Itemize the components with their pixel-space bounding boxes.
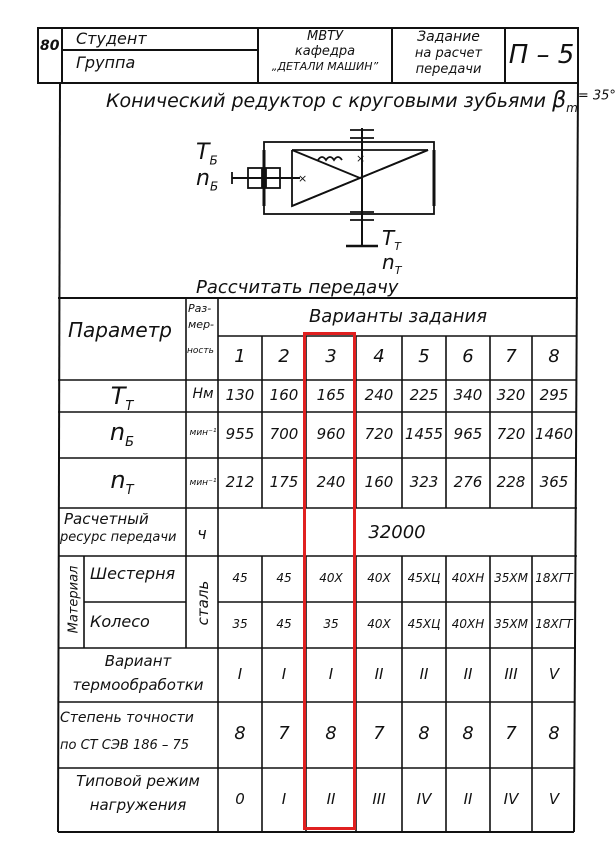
cell-nb-5: 1455 bbox=[404, 425, 444, 444]
task-line-1: Задание bbox=[417, 29, 480, 45]
dim-header-1: Раз- bbox=[188, 302, 212, 315]
unit-nb: мин⁻¹ bbox=[189, 428, 217, 438]
cell-heat-3: I bbox=[328, 665, 334, 684]
cell-accuracy-6: 8 bbox=[462, 723, 474, 745]
cell-load-2: I bbox=[281, 790, 287, 809]
cell-load-6: II bbox=[463, 790, 473, 809]
cell-nb-7: 720 bbox=[496, 425, 526, 444]
unit-nt: мин⁻¹ bbox=[189, 478, 217, 488]
material-group-label: Материал bbox=[66, 565, 82, 634]
unit-tt: Нм bbox=[192, 386, 214, 402]
cell-tt-6: 340 bbox=[453, 386, 483, 405]
material-unit-label: сталь bbox=[194, 580, 212, 626]
cell-wheel-8: 18ХГТ bbox=[535, 617, 573, 632]
form-number: 80 bbox=[40, 38, 60, 54]
cell-nb-2: 700 bbox=[269, 425, 299, 444]
variants-header: Варианты задания bbox=[308, 306, 488, 327]
cell-wheel-5: 45ХЦ bbox=[407, 617, 441, 632]
cell-wheel-6: 40ХН bbox=[451, 617, 485, 632]
cell-nt-5: 323 bbox=[409, 473, 439, 492]
cell-pinion-6: 40ХН bbox=[451, 571, 485, 586]
resource-value: 32000 bbox=[368, 522, 426, 543]
row-label-nt: $n_T$ bbox=[110, 466, 134, 498]
cell-heat-4: II bbox=[374, 665, 384, 684]
subtitle: Рассчитать передачу bbox=[196, 277, 399, 298]
cell-heat-7: III bbox=[504, 665, 518, 684]
cell-nt-8: 365 bbox=[539, 473, 569, 492]
cell-nt-1: 212 bbox=[225, 473, 255, 492]
cell-pinion-5: 45ХЦ bbox=[407, 571, 441, 586]
selected-variant-highlight bbox=[303, 332, 356, 830]
cell-nt-3: 240 bbox=[316, 473, 346, 492]
cell-nb-8: 1460 bbox=[534, 425, 574, 444]
svg-text:×: × bbox=[356, 152, 366, 165]
cell-nt-7: 228 bbox=[496, 473, 526, 492]
svg-text:×: × bbox=[298, 172, 308, 185]
dept-line-3: „ДЕТАЛИ МАШИН” bbox=[271, 60, 379, 73]
cell-load-3: II bbox=[326, 790, 336, 809]
form-code: П – 5 bbox=[508, 40, 575, 70]
cell-accuracy-2: 7 bbox=[278, 723, 290, 745]
cell-accuracy-3: 8 bbox=[325, 723, 337, 745]
variant-number-7: 7 bbox=[505, 346, 517, 368]
variant-number-3: 3 bbox=[325, 346, 337, 368]
cell-load-8: V bbox=[548, 790, 560, 809]
cell-tt-3: 165 bbox=[316, 386, 346, 405]
variant-number-5: 5 bbox=[418, 346, 430, 368]
cell-nb-1: 955 bbox=[225, 425, 255, 444]
pinion-label: Шестерня bbox=[90, 564, 176, 583]
cell-heat-1: I bbox=[237, 665, 243, 684]
variant-number-1: 1 bbox=[234, 346, 246, 368]
cell-nt-2: 175 bbox=[269, 473, 299, 492]
variant-number-2: 2 bbox=[278, 346, 290, 368]
resource-label-1: Расчетный bbox=[64, 510, 149, 528]
group-label: Группа bbox=[76, 53, 136, 72]
cell-heat-6: II bbox=[463, 665, 473, 684]
output-torque-label: $T_T$ bbox=[382, 226, 401, 253]
cell-pinion-8: 18ХГТ bbox=[535, 571, 573, 586]
cell-nt-6: 276 bbox=[453, 473, 483, 492]
cell-pinion-2: 45 bbox=[276, 571, 292, 586]
student-label: Студент bbox=[76, 29, 147, 48]
load-label-2: нагружения bbox=[89, 796, 187, 814]
cell-accuracy-4: 7 bbox=[373, 723, 385, 745]
cell-load-5: IV bbox=[416, 790, 432, 809]
accuracy-label-1: Степень точности bbox=[60, 710, 194, 726]
cell-tt-2: 160 bbox=[269, 386, 299, 405]
cell-accuracy-5: 8 bbox=[418, 723, 430, 745]
title bbox=[106, 88, 616, 115]
cell-tt-5: 225 bbox=[409, 386, 439, 405]
beta-value: = 35° bbox=[577, 88, 616, 104]
cell-nt-4: 160 bbox=[364, 473, 394, 492]
dept-line-2: кафедра bbox=[294, 44, 356, 59]
cell-tt-1: 130 bbox=[225, 386, 255, 405]
unit-resource: ч bbox=[197, 524, 207, 543]
cell-nb-6: 965 bbox=[453, 425, 483, 444]
cell-tt-8: 295 bbox=[539, 386, 569, 405]
cell-pinion-4: 40Х bbox=[367, 571, 391, 586]
dept-line-1: МВТУ bbox=[307, 29, 343, 44]
cell-heat-2: I bbox=[281, 665, 287, 684]
cell-wheel-3: 35 bbox=[323, 617, 339, 632]
cell-nb-3: 960 bbox=[316, 425, 346, 444]
cell-tt-7: 320 bbox=[496, 386, 526, 405]
cell-accuracy-8: 8 bbox=[548, 723, 560, 745]
param-header: Параметр bbox=[68, 318, 172, 342]
task-line-2: на расчет bbox=[414, 46, 483, 61]
load-label-1: Типовой режим bbox=[76, 772, 200, 790]
cell-heat-8: V bbox=[548, 665, 560, 684]
input-speed-label: $n_Б$ bbox=[196, 166, 219, 194]
input-torque-label: $T_Б$ bbox=[196, 140, 218, 168]
heat-label-2: термообработки bbox=[72, 676, 204, 694]
cell-pinion-3: 40Х bbox=[319, 571, 343, 586]
resource-label-2: ресурс передачи bbox=[60, 530, 177, 545]
cell-load-7: IV bbox=[503, 790, 519, 809]
dim-header-2: мер- bbox=[188, 318, 215, 331]
wheel-label: Колесо bbox=[90, 612, 150, 631]
cell-pinion-7: 35ХМ bbox=[494, 571, 528, 586]
cell-load-4: III bbox=[372, 790, 386, 809]
cell-wheel-1: 35 bbox=[232, 617, 248, 632]
cell-tt-4: 240 bbox=[364, 386, 394, 405]
variant-number-8: 8 bbox=[548, 346, 560, 368]
dim-header-3: ность bbox=[187, 346, 214, 356]
accuracy-label-2: по СТ СЭВ 186 – 75 bbox=[60, 738, 190, 753]
cell-wheel-2: 45 bbox=[276, 617, 292, 632]
task-line-3: передачи bbox=[415, 62, 482, 77]
output-speed-label: $n_T$ bbox=[382, 250, 402, 277]
beta-subscript: m bbox=[566, 100, 578, 115]
cell-heat-5: II bbox=[419, 665, 429, 684]
row-label-nb: $n_Б$ bbox=[109, 418, 135, 450]
cell-pinion-1: 45 bbox=[232, 571, 248, 586]
cell-accuracy-7: 7 bbox=[505, 723, 517, 745]
gearbox-schematic bbox=[232, 128, 434, 246]
cell-nb-4: 720 bbox=[364, 425, 394, 444]
cell-wheel-7: 35ХМ bbox=[494, 617, 528, 632]
cell-load-1: 0 bbox=[235, 790, 245, 809]
variant-number-6: 6 bbox=[462, 346, 474, 368]
title-text: Конический редуктор с круговыми зубьями bbox=[106, 90, 547, 112]
cell-wheel-4: 40Х bbox=[367, 617, 391, 632]
heat-label-1: Вариант bbox=[104, 652, 172, 670]
cell-accuracy-1: 8 bbox=[234, 723, 246, 745]
variant-number-4: 4 bbox=[373, 346, 385, 368]
beta-symbol: β bbox=[552, 88, 567, 113]
row-label-tt: $T_T$ bbox=[110, 382, 134, 414]
